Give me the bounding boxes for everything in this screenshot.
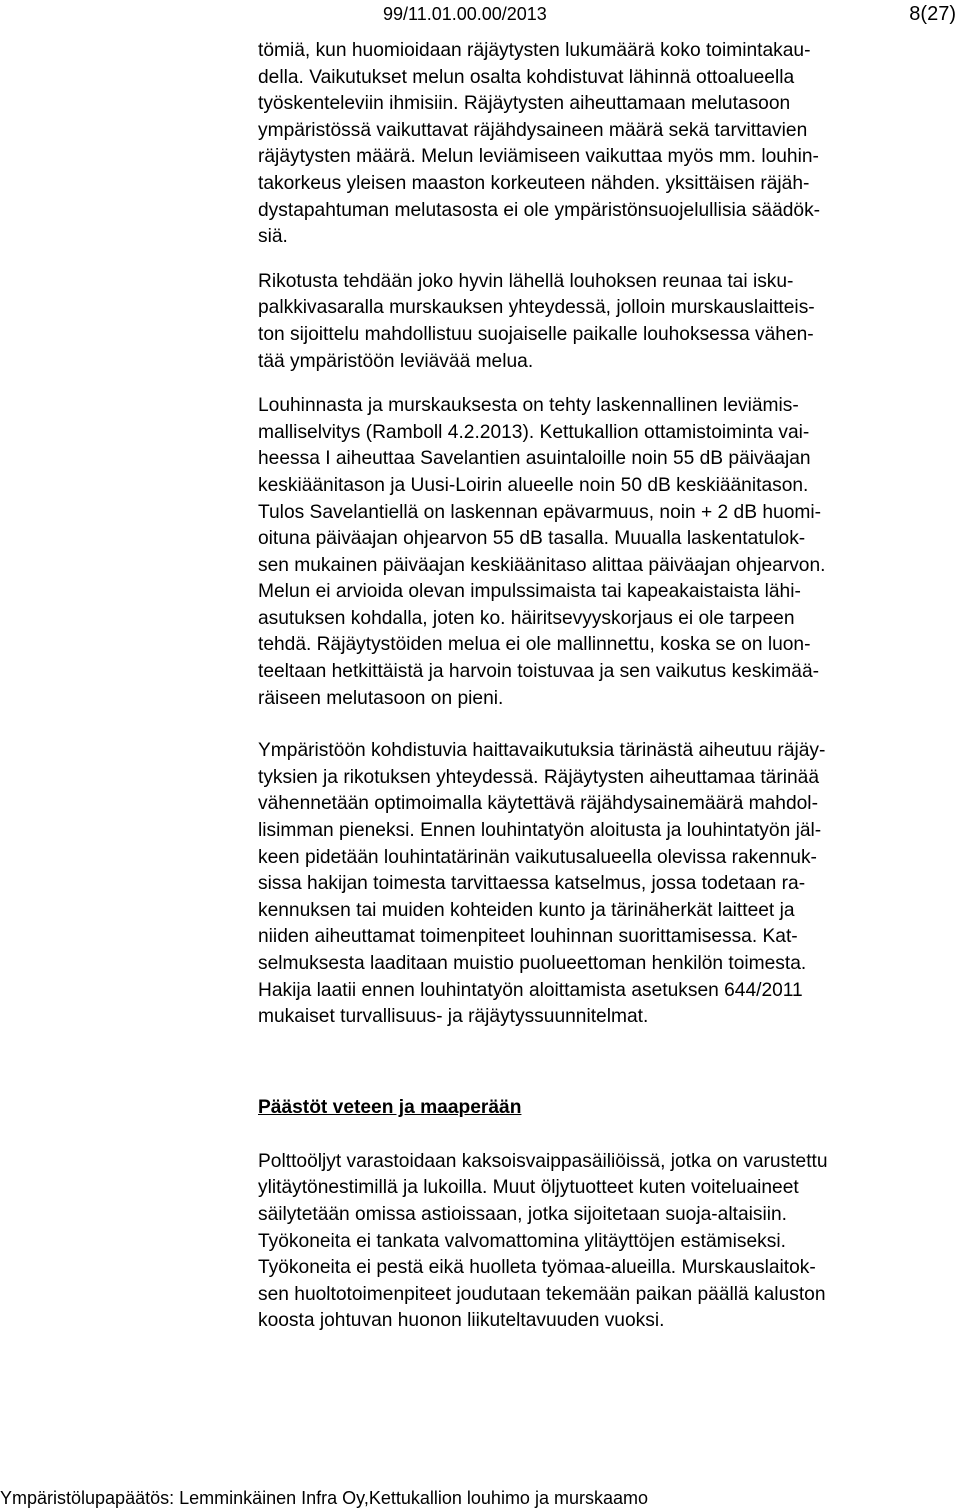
paragraph-noise-effects: tömiä, kun huomioidaan räjäytysten lukumäärä koko toimintakau- della. Vaikutukset melun osalta kohdistuvat lähinnä ottoalueella työskenteleviin ihmisiin. Räjäytysten aiheuttamaan melutasoon ympäristössä vaikuttavat räjähdysaineen määrä sekä tarvittavien räjäytysten määrä. Melun leviämiseen vaikuttaa myös mm. louhin- takorkeus yleisen maaston korkeuteen nähden. yksittäisen räjäh- dystapahtuman melutasosta ei ole ympäristönsuojelullisia säädök- siä.: [258, 40, 821, 248]
page-number: 8(27): [909, 3, 956, 25]
paragraph-noise-modelling: Louhinnasta ja murskauksesta on tehty laskennallinen leviämis- malliselvitys (Ramboll 4.2.2013). Kettukallion ottamistoiminta vai- heessa I aiheuttaa Savelantien asuintaloille noin 55 dB päiväajan keskiäänitason ja Uusi-Loirin alueelle noin 50 dB keskiäänitason. Tulos Savelantiellä on laskennan epävarmuus, noin + 2 dB huomi- oituna päiväajan ohjearvon 55 dB tasalla. Muualla laskentatulok- sen mukainen päiväajan keskiäänitaso alittaa päiväajan ohjearvon. Melun ei arvioida olevan impulssimaista tai kapeakaistaista lähi- asutuksen kohdalla, joten ko. häiritsevyyskorjaus ei ole tarpeen tehdä. Räjäytystöiden melua ei ole mallinnettu, koska se on luon- teeltaan hetkittäistä ja harvoin toistuvaa ja sen vaikutus keskimää- räiseen melutasoon on pieni.: [258, 395, 826, 709]
page-header: [383, 2, 958, 26]
page-footer: Ympäristölupapäätös: Lemminkäinen Infra Oy,Kettukallion louhimo ja murskaamo: [0, 1488, 648, 1508]
paragraph-vibration: Ympäristöön kohdistuvia haittavaikutuksia tärinästä aiheutuu räjäy- tyksien ja rikotuksen yhteydessä. Räjäytysten aiheuttamaa tärinää vähennetään optimoimalla käytettävä räjähdysainemäärä mahdol- lisimman pieneksi. Ennen louhintatyön aloitusta ja louhintatyön jäl- keen pidetään louhintatärinän vaikutusalueella olevissa rakennuk- sissa hakijan toimesta tarvittaessa katselmus, jossa todetaan ra- kennuksen tai muiden kohteiden kunto ja tärinäherkät laitteet ja niiden aiheuttamat toimenpiteet louhinnan suorittamisessa. Kat- selmuksesta laaditaan muistio puolueettoman henkilön toimesta. Hakija laatii ennen louhintatyön aloittamista asetuksen 644/2011 mukaiset turvallisuus- ja räjäytyssuunnitelmat.: [258, 740, 826, 1028]
document-body: [258, 38, 958, 1335]
section-heading: Päästöt veteen ja maaperään: [258, 1096, 522, 1118]
paragraph-breaking: Rikotusta tehdään joko hyvin lähellä louhoksen reunaa tai isku- palkkivasaralla murskauksen yhteydessä, jolloin murskauslaitteis- ton sijoittelu mahdollistuu suojaiselle paikalle louhoksessa vähen- tää ympäristöön leviävää melua.: [258, 270, 815, 372]
paragraph-emissions: Polttoöljyt varastoidaan kaksoisvaippasäiliöissä, jotka on varustettu ylitäytönestimillä ja lukoilla. Muut öljytuotteet kuten voiteluaineet säilytetään omissa astioissaan, jotka sijoitetaan suoja-altaisiin. Työkoneita ei tankata valvomattomina ylitäyttöjen estämiseksi. Työkoneita ei pestä eikä huolleta työmaa-alueilla. Murskauslaitok- sen huoltotoimenpiteet joudutaan tekemään paikan päällä kaluston koosta johtuvan huonon liikuteltavuuden vuoksi.: [258, 1150, 828, 1332]
document-number: 99/11.01.00.00/2013: [383, 4, 547, 24]
